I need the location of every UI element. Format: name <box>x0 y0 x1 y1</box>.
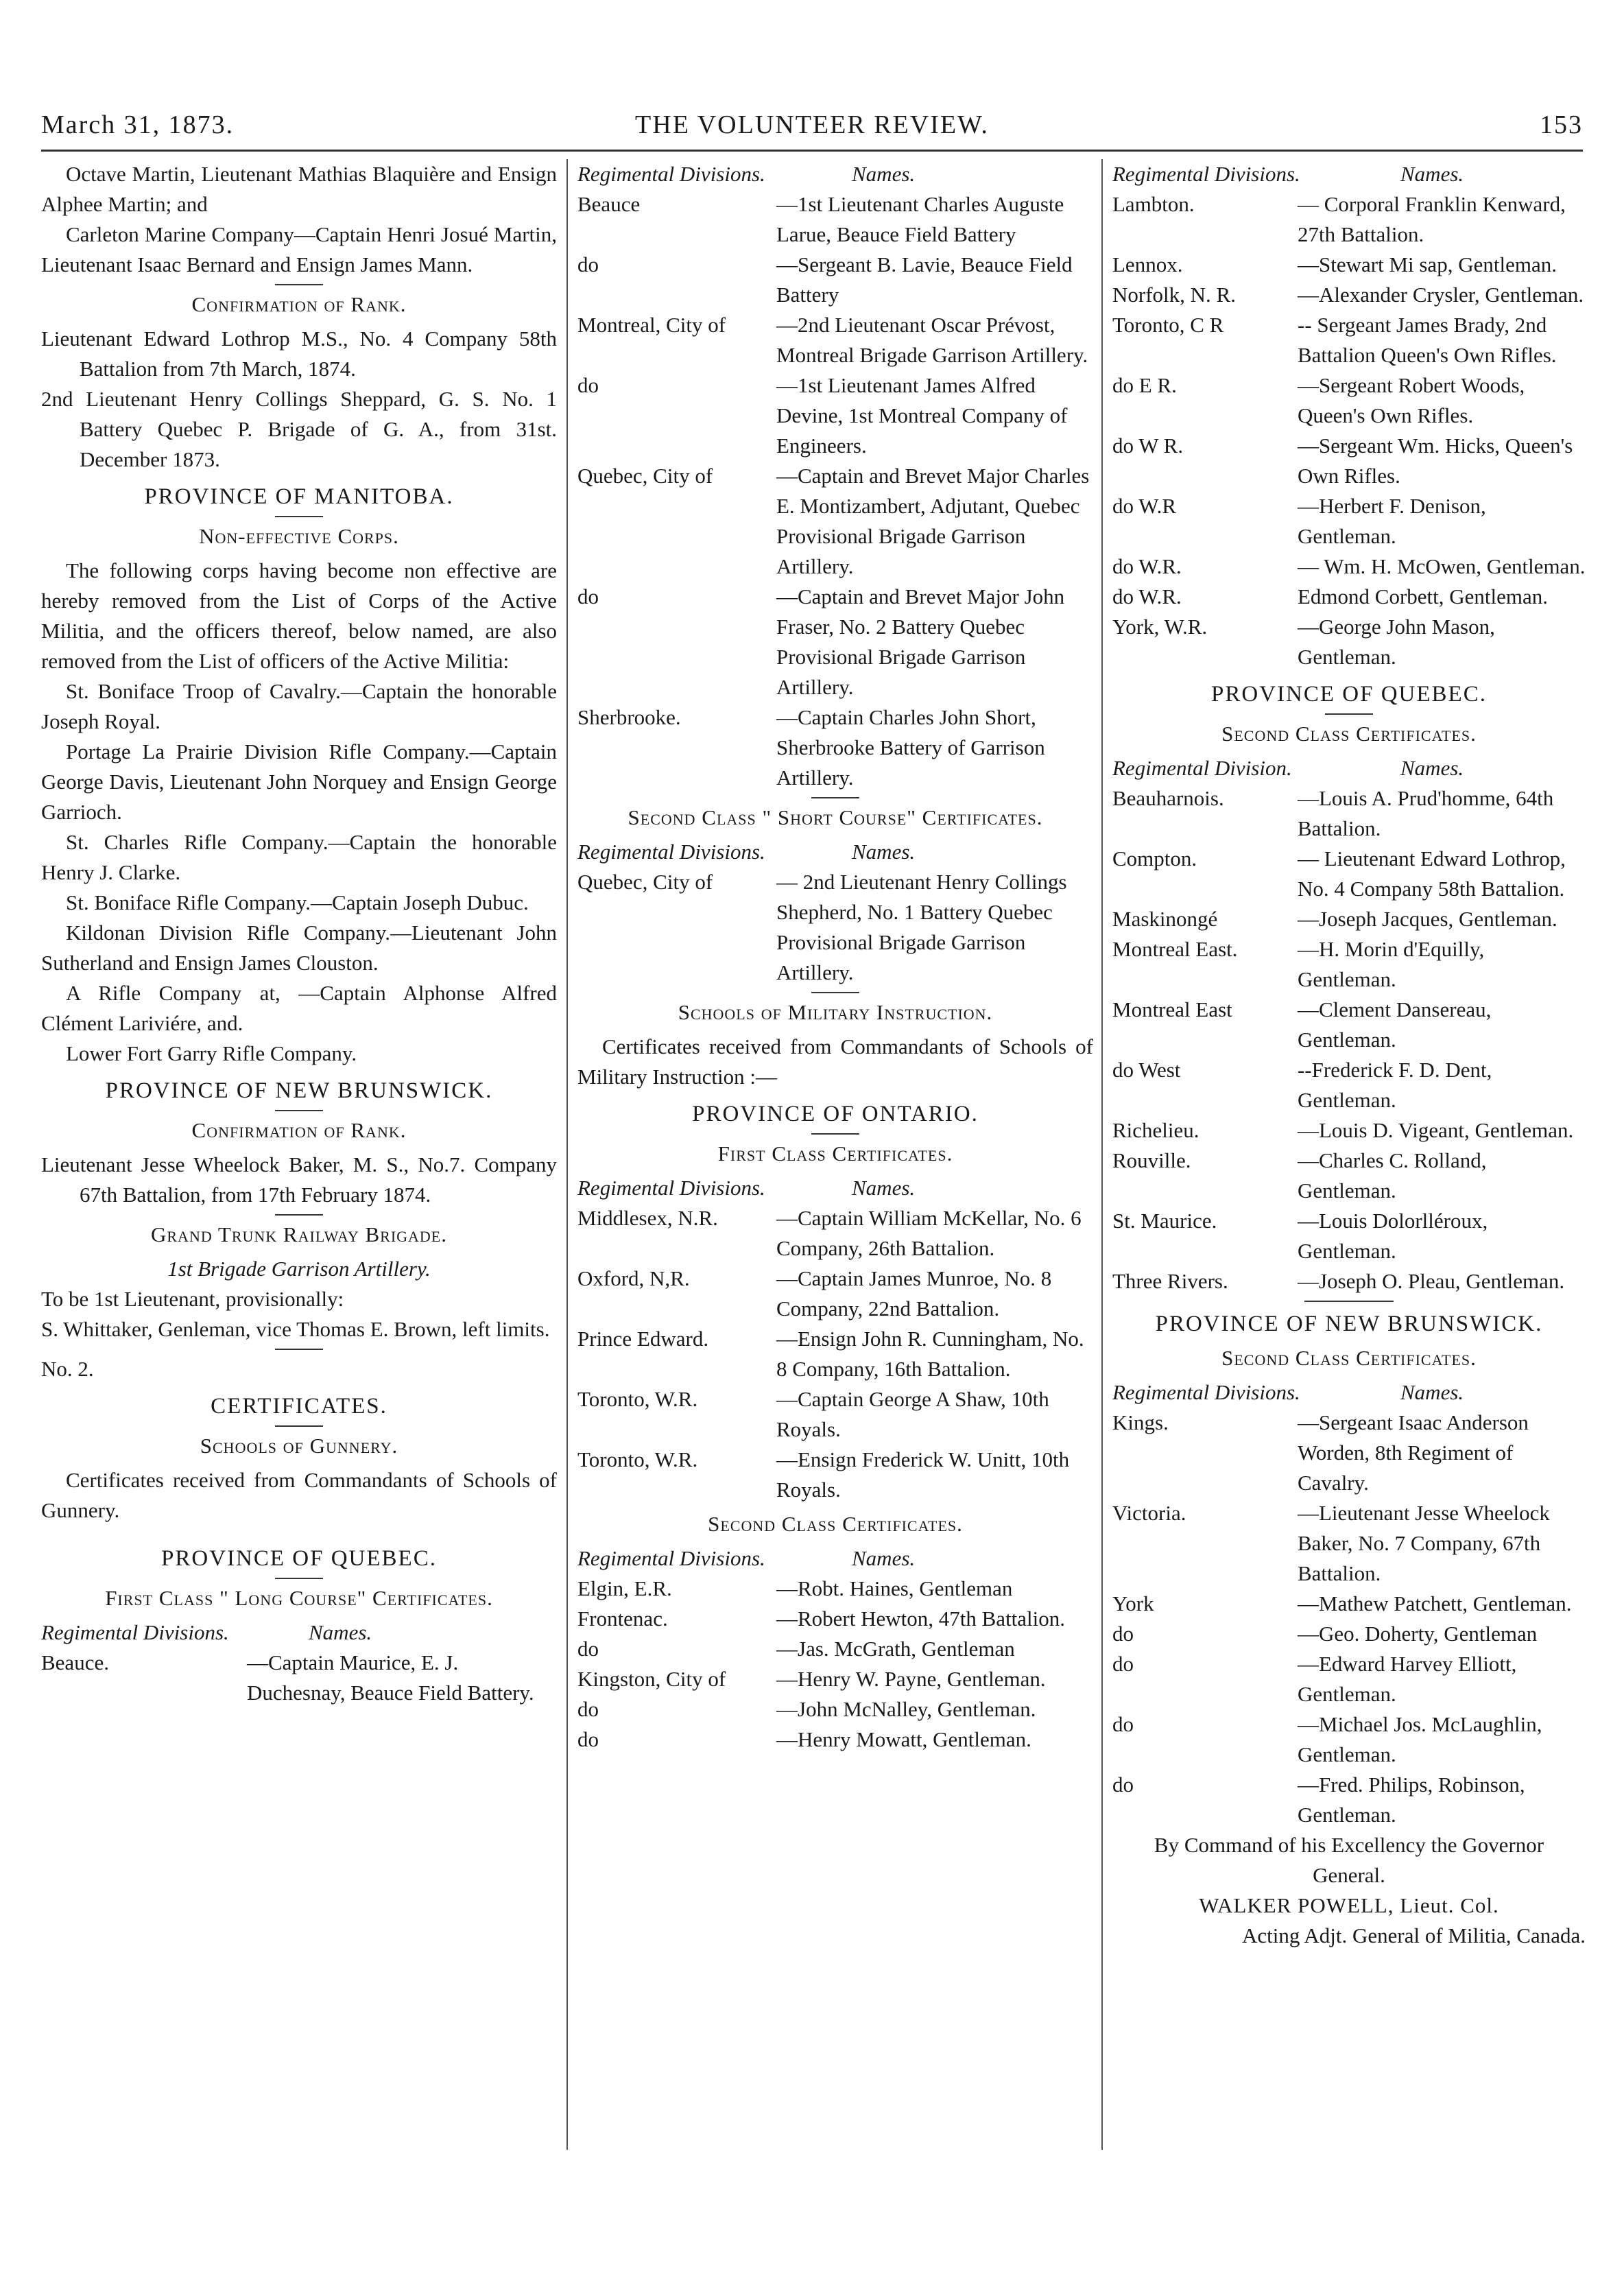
division-cell: Middlesex, N.R. <box>577 1206 718 1230</box>
divider <box>275 1578 323 1579</box>
division-cell: Three Rivers. <box>1112 1269 1228 1293</box>
table-row <box>577 1725 1093 1755</box>
paragraph: The following corps having become non effective are hereby removed from the List of Corps of the Active Militia, and the officers thereof, below named, are also removed from the List of officers of the Active Militia: <box>41 558 557 673</box>
name-cell: —Charles C. Rolland, Gentleman. <box>1298 1148 1487 1202</box>
divider <box>275 1214 323 1216</box>
division-cell: Oxford, N,R. <box>577 1266 690 1290</box>
table-row <box>1112 189 1586 250</box>
list-item: St. Boniface Troop of Cavalry.—Captain the honorable Joseph Royal. <box>41 679 557 733</box>
division-cell: do West <box>1112 1058 1181 1082</box>
division-cell: Frontenac. <box>577 1607 668 1631</box>
table-row <box>577 1384 1093 1445</box>
division-cell: Lennox. <box>1112 252 1183 276</box>
name-cell: —Robt. Haines, Gentleman <box>776 1576 1013 1600</box>
list-item: Portage La Prairie Division Rifle Company.—Captain George Davis, Lieutenant John Norquey and Ensign George Garrioch. <box>41 739 557 824</box>
name-cell: —Stewart Mi sap, Gentleman. <box>1298 252 1557 276</box>
name-cell: —Captain and Brevet Major John Fraser, No. 2 Battery Quebec Provisional Brigade Garrison Artillery. <box>776 584 1065 699</box>
column-header-names: Names. <box>852 1176 916 1200</box>
table-row <box>1112 1619 1586 1649</box>
divider <box>275 516 323 517</box>
name-cell: —Sergeant Wm. Hicks, Queen's Own Rifles. <box>1298 434 1573 488</box>
table-row <box>1112 995 1586 1055</box>
section-heading: Confirmation of Rank. <box>191 292 407 316</box>
name-cell: — Corporal Franklin Kenward, 27th Battalion. <box>1298 192 1566 246</box>
name-cell: —Joseph Jacques, Gentleman. <box>1298 907 1557 931</box>
column-header-names: Names. <box>1400 756 1464 780</box>
table-row <box>1112 250 1586 280</box>
division-cell: Montreal East. <box>1112 937 1238 961</box>
column-headers <box>1112 1377 1586 1408</box>
table-row <box>577 189 1093 250</box>
name-cell: —John McNalley, Gentleman. <box>776 1697 1036 1721</box>
column-header-names: Names. <box>852 162 916 186</box>
table-row <box>577 1664 1093 1694</box>
section-heading: Grand Trunk Railway Brigade. <box>151 1222 447 1246</box>
divider <box>275 1110 323 1111</box>
column-1 <box>41 159 557 2260</box>
division-cell: Beauce <box>577 192 641 216</box>
division-cell: Kings. <box>1112 1410 1169 1434</box>
division-cell: Prince Edward. <box>577 1327 709 1351</box>
division-cell: Toronto, C R <box>1112 313 1224 337</box>
name-cell: —Sergeant Isaac Anderson Worden, 8th Regiment of Cavalry. <box>1298 1410 1529 1495</box>
table-row <box>1112 783 1586 844</box>
column-headers <box>577 1543 1093 1574</box>
name-cell: —Lieutenant Jesse Wheelock Baker, No. 7 Company, 67th Battalion. <box>1298 1501 1550 1585</box>
division-cell: Compton. <box>1112 846 1197 870</box>
table-row <box>577 370 1093 461</box>
table-row <box>1112 552 1586 582</box>
province-heading: PROVINCE OF MANITOBA. <box>144 484 454 509</box>
column-header-divisions: Regimental Divisions. <box>577 1546 765 1570</box>
name-cell: —Sergeant B. Lavie, Beauce Field Battery <box>776 252 1073 307</box>
signatory-title: Acting Adjt. General of Militia, Canada. <box>1241 1923 1586 1947</box>
division-cell: Montreal, City of <box>577 313 726 337</box>
table-row <box>1112 310 1586 370</box>
division-cell: Richelieu. <box>1112 1118 1199 1142</box>
division-cell: Quebec, City of <box>577 870 713 894</box>
division-cell: do W.R <box>1112 494 1177 518</box>
table-row <box>1112 934 1586 995</box>
name-cell: —Joseph O. Pleau, Gentleman. <box>1298 1269 1565 1293</box>
column-headers <box>577 1173 1093 1203</box>
name-cell: —Ensign Frederick W. Unitt, 10th Royals. <box>776 1447 1070 1502</box>
paragraph: 2nd Lieutenant Henry Collings Sheppard, G. S. No. 1 Battery Quebec P. Brigade of G. A., from 31st. December 1873. <box>41 387 557 471</box>
section-heading: Second Class Certificates. <box>1221 722 1477 746</box>
table-row <box>1112 582 1586 612</box>
signatory: WALKER POWELL, Lieut. Col. <box>1199 1893 1499 1917</box>
column-header-divisions: Regimental Divisions. <box>41 1620 229 1644</box>
section-heading: Schools of Military Instruction. <box>678 1000 993 1024</box>
column-divider <box>566 159 568 2150</box>
division-cell: do <box>1112 1652 1134 1676</box>
paragraph: S. Whittaker, Genleman, vice Thomas E. Brown, left limits. <box>41 1317 550 1341</box>
divider <box>275 284 323 285</box>
name-cell: —H. Morin d'Equilly, Gentleman. <box>1298 937 1485 991</box>
division-cell: Sherbrooke. <box>577 705 681 729</box>
name-cell: —2nd Lieutenant Oscar Prévost, Montreal Brigade Garrison Artillery. <box>776 313 1088 367</box>
list-item: Kildonan Division Rifle Company.—Lieutenant John Sutherland and Ensign James Clouston. <box>41 921 557 975</box>
name-cell: --Frederick F. D. Dent, Gentleman. <box>1298 1058 1492 1112</box>
province-heading: PROVINCE OF ONTARIO. <box>692 1102 979 1126</box>
division-cell: Toronto, W.R. <box>577 1447 698 1471</box>
division-cell: York <box>1112 1591 1154 1615</box>
section-heading: Schools of Gunnery. <box>200 1434 398 1458</box>
name-cell: —Sergeant Robert Woods, Queen's Own Rifles. <box>1298 373 1525 427</box>
list-item: St. Charles Rifle Company.—Captain the honorable Henry J. Clarke. <box>41 830 557 884</box>
name-cell: —Captain and Brevet Major Charles E. Montizambert, Adjutant, Quebec Provisional Brigade Garrison Artillery. <box>776 464 1090 578</box>
column-header-divisions: Regimental Divisions. <box>577 840 765 864</box>
paragraph: Certificates received from Commandants of Schools of Military Instruction :— <box>577 1034 1093 1089</box>
name-cell: —George John Mason, Gentleman. <box>1298 615 1495 669</box>
division-cell: Lambton. <box>1112 192 1195 216</box>
column-header-names: Names. <box>852 1546 916 1570</box>
table-row <box>1112 1770 1586 1830</box>
table-row <box>1112 612 1586 672</box>
column-header-names: Names. <box>852 840 916 864</box>
column-header-divisions: Regimental Divisions. <box>577 1176 765 1200</box>
name-cell: -- Sergeant James Brady, 2nd Battalion Queen's Own Rifles. <box>1298 313 1557 367</box>
table-row <box>577 461 1093 582</box>
name-cell: —Herbert F. Denison, Gentleman. <box>1298 494 1486 548</box>
divider <box>1304 1301 1394 1302</box>
divider <box>1325 713 1373 715</box>
division-cell: Beauharnois. <box>1112 786 1224 810</box>
paragraph: Certificates received from Commandants of Schools of Gunnery. <box>41 1468 557 1522</box>
division-cell: St. Maurice. <box>1112 1209 1217 1233</box>
divider <box>811 992 859 993</box>
name-cell: —Louis Dolorlléroux, Gentleman. <box>1298 1209 1488 1263</box>
table-row <box>1112 1589 1586 1619</box>
divider <box>275 1349 323 1350</box>
division-cell: Toronto, W.R. <box>577 1387 698 1411</box>
division-cell: do <box>1112 1622 1134 1646</box>
name-cell: —Henry Mowatt, Gentleman. <box>776 1727 1031 1751</box>
division-cell: Rouville. <box>1112 1148 1191 1172</box>
section-heading: CERTIFICATES. <box>211 1394 387 1419</box>
table-row <box>577 1264 1093 1324</box>
column-header-divisions: Regimental Division. <box>1112 756 1292 780</box>
division-cell: Kingston, City of <box>577 1667 726 1691</box>
section-heading: First Class " Long Course" Certificates. <box>105 1586 493 1610</box>
column-headers <box>1112 753 1586 783</box>
name-cell: Edmond Corbett, Gentleman. <box>1298 584 1549 608</box>
column-header-divisions: Regimental Divisions. <box>1112 162 1300 186</box>
table-row <box>1112 1055 1586 1115</box>
header-rule <box>41 150 1583 152</box>
name-cell: —Michael Jos. McLaughlin, Gentleman. <box>1298 1712 1542 1766</box>
column-headers <box>1112 159 1586 189</box>
name-cell: — Lieutenant Edward Lothrop, No. 4 Company 58th Battalion. <box>1298 846 1566 901</box>
division-cell: do <box>577 1697 599 1721</box>
header-title: THE VOLUNTEER REVIEW. <box>635 110 989 139</box>
table-row <box>1112 1115 1586 1146</box>
table-row <box>1112 1206 1586 1266</box>
name-cell: —Jas. McGrath, Gentleman <box>776 1637 1015 1661</box>
division-cell: Beauce. <box>41 1650 109 1674</box>
closing-command: By Command of his Excellency the Governor General. <box>1154 1833 1544 1887</box>
header-page-number: 153 <box>1540 110 1583 139</box>
table-row <box>1112 1266 1586 1296</box>
paragraph: Lieutenant Jesse Wheelock Baker, M. S., No.7. Company 67th Battalion, from 17th February 1874. <box>41 1152 557 1207</box>
division-cell: Maskinongé <box>1112 907 1218 931</box>
division-cell: do <box>577 584 599 608</box>
name-cell: — Wm. H. McOwen, Gentleman. <box>1298 554 1586 578</box>
province-heading: PROVINCE OF QUEBEC. <box>1211 682 1487 707</box>
paragraph: To be 1st Lieutenant, provisionally: <box>41 1287 344 1311</box>
table-row <box>1112 370 1586 431</box>
divider <box>811 1133 859 1135</box>
division-cell: Victoria. <box>1112 1501 1186 1525</box>
table-row <box>1112 431 1586 491</box>
name-cell: —Louis D. Vigeant, Gentleman. <box>1298 1118 1574 1142</box>
table-row <box>1112 904 1586 934</box>
column-headers <box>577 837 1093 867</box>
section-heading: First Class Certificates. <box>717 1141 953 1165</box>
name-cell: —Alexander Crysler, Gentleman. <box>1298 283 1584 307</box>
name-cell: —Geo. Doherty, Gentleman <box>1298 1622 1538 1646</box>
column-2 <box>577 159 1093 2260</box>
divider <box>275 1425 323 1427</box>
name-cell: —Captain William McKellar, No. 6 Company, 26th Battalion. <box>776 1206 1082 1260</box>
name-cell: —Captain Charles John Short, Sherbrooke Battery of Garrison Artillery. <box>776 705 1045 790</box>
table-row <box>41 1648 557 1708</box>
column-header-names: Names. <box>1400 162 1464 186</box>
divider <box>811 797 859 798</box>
name-cell: —Captain James Munroe, No. 8 Company, 22nd Battalion. <box>776 1266 1052 1320</box>
table-row <box>1112 280 1586 310</box>
division-cell: do <box>1112 1712 1134 1736</box>
paragraph: Octave Martin, Lieutenant Mathias Blaquière and Ensign Alphee Martin; and <box>41 162 557 216</box>
name-cell: —Captain George A Shaw, 10th Royals. <box>776 1387 1049 1441</box>
column-header-names: Names. <box>309 1620 372 1644</box>
division-cell: do <box>577 373 599 397</box>
table-row <box>1112 1649 1586 1709</box>
page-header <box>41 110 1583 151</box>
table-row <box>1112 491 1586 552</box>
name-cell: —Louis A. Prud'homme, 64th Battalion. <box>1298 786 1554 840</box>
table-row <box>577 1574 1093 1604</box>
division-cell: do W.R. <box>1112 584 1182 608</box>
paragraph: Lieutenant Edward Lothrop M.S., No. 4 Company 58th Battalion from 7th March, 1874. <box>41 327 557 381</box>
division-cell: do W.R. <box>1112 554 1182 578</box>
name-cell: —Henry W. Payne, Gentleman. <box>776 1667 1046 1691</box>
table-row <box>577 310 1093 370</box>
name-cell: —Captain Maurice, E. J. Duchesnay, Beauce Field Battery. <box>247 1650 534 1705</box>
table-row <box>1112 1146 1586 1206</box>
name-cell: —Edward Harvey Elliott, Gentleman. <box>1298 1652 1517 1706</box>
name-cell: —1st Lieutenant James Alfred Devine, 1st Montreal Company of Engineers. <box>776 373 1068 458</box>
name-cell: —Mathew Patchett, Gentleman. <box>1298 1591 1572 1615</box>
table-row <box>577 1324 1093 1384</box>
division-cell: Elgin, E.R. <box>577 1576 672 1600</box>
division-cell: do W R. <box>1112 434 1184 458</box>
name-cell: —Robert Hewton, 47th Battalion. <box>776 1607 1066 1631</box>
name-cell: —Fred. Philips, Robinson, Gentleman. <box>1298 1773 1525 1827</box>
header-date: March 31, 1873. <box>41 110 235 139</box>
column-header-divisions: Regimental Divisions. <box>577 162 765 186</box>
table-row <box>1112 1498 1586 1589</box>
division-cell: Montreal East <box>1112 997 1232 1021</box>
column-header-names: Names. <box>1400 1380 1464 1404</box>
division-cell: Quebec, City of <box>577 464 713 488</box>
table-row <box>1112 844 1586 904</box>
province-heading: PROVINCE OF NEW BRUNSWICK. <box>1155 1312 1543 1336</box>
table-row <box>577 1445 1093 1505</box>
name-cell: —Clement Dansereau, Gentleman. <box>1298 997 1492 1052</box>
section-heading: Second Class " Short Course" Certificates. <box>628 805 1043 829</box>
division-cell: do <box>1112 1773 1134 1797</box>
division-cell: York, W.R. <box>1112 615 1208 639</box>
table-row <box>577 250 1093 310</box>
column-headers <box>577 159 1093 189</box>
division-cell: do E R. <box>1112 373 1177 397</box>
province-heading: PROVINCE OF QUEBEC. <box>161 1546 437 1571</box>
table-row <box>1112 1709 1586 1770</box>
division-cell: do <box>577 252 599 276</box>
name-cell: —1st Lieutenant Charles Auguste Larue, Beauce Field Battery <box>776 192 1064 246</box>
division-cell: do <box>577 1727 599 1751</box>
table-row <box>577 1634 1093 1664</box>
section-number: No. 2. <box>41 1357 94 1381</box>
column-headers <box>41 1618 557 1648</box>
paragraph: Carleton Marine Company—Captain Henri Josué Martin, Lieutenant Isaac Bernard and Ensign James Mann. <box>41 222 557 276</box>
list-item: St. Boniface Rifle Company.—Captain Joseph Dubuc. <box>66 890 529 914</box>
subheading: 1st Brigade Garrison Artillery. <box>167 1257 431 1281</box>
section-heading: Second Class Certificates. <box>1221 1346 1477 1370</box>
table-row <box>577 1694 1093 1725</box>
province-heading: PROVINCE OF NEW BRUNSWICK. <box>105 1078 493 1103</box>
column-header-divisions: Regimental Divisions. <box>1112 1380 1300 1404</box>
section-heading: Second Class Certificates. <box>708 1512 963 1536</box>
section-heading: Non-effective Corps. <box>199 524 399 548</box>
division-cell: Norfolk, N. R. <box>1112 283 1236 307</box>
column-3 <box>1112 159 1586 2260</box>
table-row <box>577 1203 1093 1264</box>
table-row <box>577 867 1093 988</box>
list-item: A Rifle Company at, —Captain Alphonse Alfred Clément Lariviére, and. <box>41 981 557 1035</box>
division-cell: do <box>577 1637 599 1661</box>
table-row <box>1112 1408 1586 1498</box>
column-divider <box>1101 159 1103 2150</box>
section-heading: Confirmation of Rank. <box>191 1118 407 1142</box>
name-cell: — 2nd Lieutenant Henry Collings Shepherd, No. 1 Battery Quebec Provisional Brigade Garrison Artillery. <box>776 870 1067 984</box>
table-row <box>577 702 1093 793</box>
list-item: Lower Fort Garry Rifle Company. <box>66 1041 357 1065</box>
table-row <box>577 1604 1093 1634</box>
name-cell: —Ensign John R. Cunningham, No. 8 Company, 16th Battalion. <box>776 1327 1084 1381</box>
table-row <box>577 582 1093 702</box>
